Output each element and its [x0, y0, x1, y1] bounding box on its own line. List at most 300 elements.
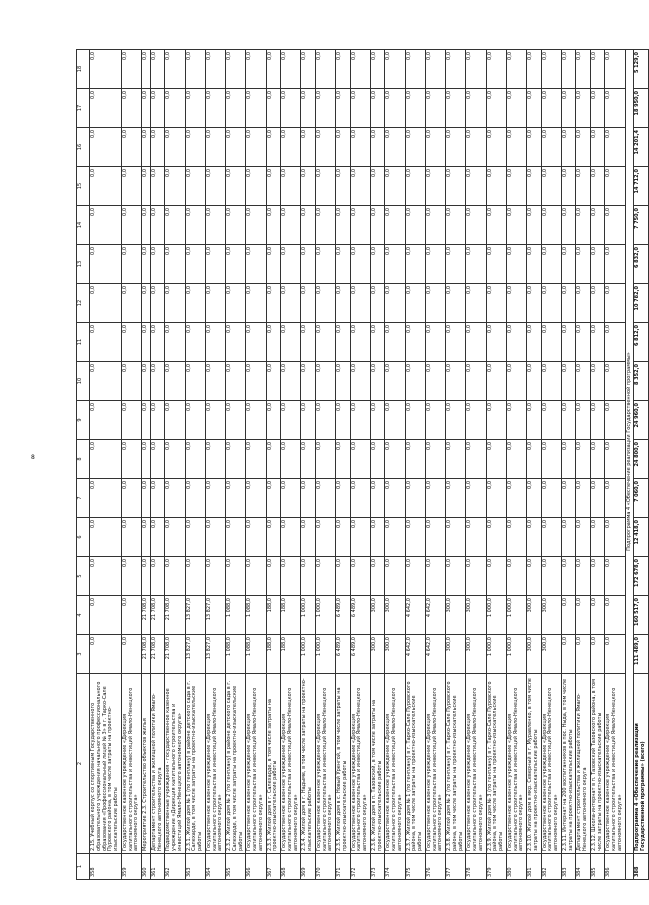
- value-cell: 1 088,0: [226, 596, 246, 635]
- column-number: 1: [77, 854, 90, 880]
- value-cell: 300,0: [370, 635, 385, 674]
- value-cell: 0,0: [576, 440, 591, 479]
- value-cell: 0,0: [446, 50, 466, 89]
- value-cell: 0,0: [590, 596, 605, 635]
- value-cell: 0,0: [301, 50, 316, 89]
- value-cell: 0,0: [405, 284, 425, 323]
- value-cell: 0,0: [150, 479, 165, 518]
- value-cell: 0,0: [541, 128, 561, 167]
- value-cell: 0,0: [576, 128, 591, 167]
- value-cell: 0,0: [576, 557, 591, 596]
- value-cell: 0,0: [425, 362, 445, 401]
- value-cell: 0,0: [185, 401, 205, 440]
- value-cell: 0,0: [150, 128, 165, 167]
- value-cell: 0,0: [315, 401, 335, 440]
- total-value-cell: 6 812,0: [634, 323, 649, 362]
- value-cell: 0,0: [446, 89, 466, 128]
- value-cell: 0,0: [370, 284, 385, 323]
- value-cell: 0,0: [506, 479, 526, 518]
- column-number: 5: [77, 557, 90, 596]
- value-cell: 0,0: [121, 50, 141, 89]
- value-cell: 0,0: [385, 167, 405, 206]
- column-number: 9: [77, 401, 90, 440]
- value-cell: 0,0: [281, 440, 301, 479]
- value-cell: 0,0: [466, 518, 486, 557]
- value-cell: 0,0: [466, 128, 486, 167]
- row-name: Государственное казенное учреждение «Дирекция капитального строительства и инвестиций Ямало-Ненецкого автономного округа»: [246, 674, 266, 854]
- value-cell: 0,0: [590, 245, 605, 284]
- total-value-cell: 172 678,0: [634, 557, 649, 596]
- value-cell: 0,0: [527, 167, 542, 206]
- table-row: [425, 50, 445, 880]
- column-number: 6: [77, 518, 90, 557]
- row-name: 2.3.8. Жилой дом № 2 (по генплану) в г. Тарко-Сале Пуровского района, в том числе затраты на проектно-изыскательские работы: [446, 674, 466, 854]
- total-value-cell: 111 489,0: [634, 635, 649, 674]
- column-number: 10: [77, 362, 90, 401]
- value-cell: 0,0: [541, 401, 561, 440]
- value-cell: 0,0: [466, 440, 486, 479]
- value-cell: 0,0: [405, 89, 425, 128]
- column-number-row: [77, 50, 90, 880]
- value-cell: 0,0: [205, 89, 225, 128]
- value-cell: 0,0: [590, 89, 605, 128]
- value-cell: 0,0: [486, 245, 506, 284]
- value-cell: 0,0: [370, 128, 385, 167]
- value-cell: 0,0: [336, 557, 351, 596]
- value-cell: 0,0: [266, 557, 281, 596]
- value-cell: 0,0: [385, 50, 405, 89]
- value-cell: 21 708,0: [142, 596, 151, 635]
- value-cell: 0,0: [527, 284, 542, 323]
- column-number: 15: [77, 167, 90, 206]
- value-cell: 0,0: [281, 128, 301, 167]
- value-cell: 0,0: [121, 635, 141, 674]
- value-cell: 0,0: [527, 401, 542, 440]
- value-cell: 0,0: [527, 362, 542, 401]
- value-cell: 0,0: [142, 401, 151, 440]
- table-row: [385, 50, 405, 880]
- value-cell: 0,0: [142, 557, 151, 596]
- total-row: [634, 50, 649, 880]
- value-cell: 0,0: [561, 635, 576, 674]
- value-cell: 0,0: [226, 323, 246, 362]
- value-cell: 0,0: [385, 323, 405, 362]
- row-number: 359: [121, 854, 141, 880]
- value-cell: 0,0: [336, 167, 351, 206]
- value-cell: 0,0: [541, 50, 561, 89]
- value-cell: 0,0: [226, 128, 246, 167]
- value-cell: 0,0: [226, 50, 246, 89]
- value-cell: 0,0: [590, 362, 605, 401]
- value-cell: 0,0: [385, 362, 405, 401]
- value-cell: 0,0: [506, 362, 526, 401]
- value-cell: 0,0: [142, 50, 151, 89]
- column-number: 4: [77, 596, 90, 635]
- value-cell: 0,0: [350, 128, 370, 167]
- value-cell: 0,0: [205, 323, 225, 362]
- value-cell: 0,0: [446, 362, 466, 401]
- value-cell: 0,0: [561, 206, 576, 245]
- value-cell: 0,0: [246, 128, 266, 167]
- value-cell: 0,0: [370, 89, 385, 128]
- value-cell: 0,0: [350, 284, 370, 323]
- table-row: [446, 50, 466, 880]
- value-cell: 0,0: [425, 128, 445, 167]
- total-value-cell: 24 960,0: [634, 401, 649, 440]
- value-cell: 0,0: [370, 479, 385, 518]
- value-cell: 0,0: [281, 557, 301, 596]
- value-cell: 0,0: [165, 50, 185, 89]
- value-cell: 300,0: [541, 596, 561, 635]
- value-cell: 0,0: [561, 362, 576, 401]
- value-cell: 0,0: [506, 518, 526, 557]
- value-cell: 0,0: [405, 479, 425, 518]
- value-cell: 0,0: [142, 89, 151, 128]
- value-cell: 0,0: [226, 440, 246, 479]
- value-cell: 0,0: [142, 206, 151, 245]
- row-name: 2.3.3. Жилой дом в г. Салехарде, в том числе затраты на проектно-изыскательские работы: [266, 674, 281, 854]
- value-cell: 0,0: [90, 89, 122, 128]
- value-cell: 0,0: [425, 245, 445, 284]
- value-cell: 0,0: [205, 557, 225, 596]
- row-number: 364: [205, 854, 225, 880]
- value-cell: 0,0: [385, 518, 405, 557]
- value-cell: 0,0: [486, 284, 506, 323]
- row-number: 365: [226, 854, 246, 880]
- table-row: [266, 50, 281, 880]
- row-name: 2.3.12. Школа-интернат в п. Тазовский Тазовского района, в том числе затраты на проектно-изыскательские работы: [590, 674, 605, 854]
- row-number: 385: [590, 854, 605, 880]
- column-number: 13: [77, 245, 90, 284]
- row-number: 372: [350, 854, 370, 880]
- value-cell: 0,0: [405, 440, 425, 479]
- value-cell: 0,0: [90, 518, 122, 557]
- value-cell: 0,0: [446, 167, 466, 206]
- row-number: 384: [576, 854, 591, 880]
- value-cell: 0,0: [150, 518, 165, 557]
- value-cell: 0,0: [246, 50, 266, 89]
- value-cell: 0,0: [266, 323, 281, 362]
- value-cell: 0,0: [205, 167, 225, 206]
- rotated-page: [76, 50, 646, 880]
- value-cell: 0,0: [590, 401, 605, 440]
- value-cell: 0,0: [281, 323, 301, 362]
- value-cell: 0,0: [281, 401, 301, 440]
- total-value-cell: 6 832,0: [634, 245, 649, 284]
- table-row: [466, 50, 486, 880]
- value-cell: 0,0: [590, 50, 605, 89]
- row-name: 2.3.7. Жилой дом № 1 (по генплану) в г. Тарко-Сале Пуровского района, в том числе затраты на проектно-изыскательские работы: [405, 674, 425, 854]
- value-cell: 0,0: [350, 440, 370, 479]
- value-cell: 0,0: [336, 50, 351, 89]
- value-cell: 0,0: [301, 518, 316, 557]
- value-cell: 0,0: [541, 440, 561, 479]
- value-cell: 1 000,0: [301, 596, 316, 635]
- value-cell: 0,0: [121, 440, 141, 479]
- row-number: 377: [446, 854, 466, 880]
- value-cell: 0,0: [165, 167, 185, 206]
- table-row: [561, 50, 576, 880]
- value-cell: 0,0: [150, 50, 165, 89]
- row-number: 369: [301, 854, 316, 880]
- value-cell: 0,0: [486, 206, 506, 245]
- value-cell: 0,0: [590, 167, 605, 206]
- value-cell: 0,0: [246, 245, 266, 284]
- value-cell: 0,0: [425, 206, 445, 245]
- value-cell: 0,0: [425, 284, 445, 323]
- value-cell: 0,0: [336, 479, 351, 518]
- value-cell: 0,0: [541, 284, 561, 323]
- value-cell: 0,0: [165, 362, 185, 401]
- value-cell: 0,0: [590, 206, 605, 245]
- value-cell: 0,0: [185, 362, 205, 401]
- column-number: 11: [77, 323, 90, 362]
- value-cell: 0,0: [350, 89, 370, 128]
- value-cell: 0,0: [185, 518, 205, 557]
- row-number: 383: [561, 854, 576, 880]
- value-cell: 0,0: [246, 323, 266, 362]
- value-cell: 0,0: [185, 323, 205, 362]
- value-cell: 0,0: [336, 323, 351, 362]
- column-number: 7: [77, 479, 90, 518]
- value-cell: 0,0: [90, 50, 122, 89]
- value-cell: 1 088,0: [246, 596, 266, 635]
- value-cell: 0,0: [185, 50, 205, 89]
- value-cell: 0,0: [370, 557, 385, 596]
- value-cell: 0,0: [165, 206, 185, 245]
- value-cell: 0,0: [336, 401, 351, 440]
- table-row: [121, 50, 141, 880]
- value-cell: 0,0: [466, 323, 486, 362]
- value-cell: 0,0: [315, 440, 335, 479]
- value-cell: 0,0: [446, 245, 466, 284]
- value-cell: 0,0: [446, 440, 466, 479]
- value-cell: 0,0: [185, 440, 205, 479]
- table-row: [370, 50, 385, 880]
- value-cell: 188,0: [281, 635, 301, 674]
- value-cell: 0,0: [281, 518, 301, 557]
- value-cell: 0,0: [605, 401, 625, 440]
- value-cell: 0,0: [150, 167, 165, 206]
- value-cell: 0,0: [350, 362, 370, 401]
- value-cell: 0,0: [486, 323, 506, 362]
- value-cell: 0,0: [301, 89, 316, 128]
- table-row: [90, 50, 122, 880]
- value-cell: 0,0: [281, 167, 301, 206]
- value-cell: 0,0: [90, 440, 122, 479]
- value-cell: 0,0: [541, 323, 561, 362]
- value-cell: 0,0: [336, 89, 351, 128]
- total-value-cell: 12 418,0: [634, 518, 649, 557]
- total-value-cell: 14 201,4: [634, 128, 649, 167]
- row-name: Государственное казенное учреждение «Дирекция капитального строительства и инвестиций Ямало-Ненецкого автономного округа»: [541, 674, 561, 854]
- value-cell: 0,0: [527, 206, 542, 245]
- row-number: 363: [185, 854, 205, 880]
- value-cell: 0,0: [605, 635, 625, 674]
- value-cell: 6 489,0: [350, 596, 370, 635]
- value-cell: 0,0: [142, 362, 151, 401]
- value-cell: 0,0: [405, 167, 425, 206]
- value-cell: 300,0: [527, 635, 542, 674]
- value-cell: 0,0: [486, 89, 506, 128]
- value-cell: 0,0: [425, 518, 445, 557]
- value-cell: 13 827,0: [205, 596, 225, 635]
- value-cell: 0,0: [541, 479, 561, 518]
- value-cell: 0,0: [466, 89, 486, 128]
- value-cell: 0,0: [466, 50, 486, 89]
- row-name: 2.3.10. Жилой дом в мкр. Северный в г. Муравленко, в том числе затраты на проектно-изыскательские работы: [527, 674, 542, 854]
- value-cell: 0,0: [301, 206, 316, 245]
- value-cell: 0,0: [486, 128, 506, 167]
- value-cell: 0,0: [281, 362, 301, 401]
- value-cell: 0,0: [385, 479, 405, 518]
- value-cell: 0,0: [301, 440, 316, 479]
- value-cell: 0,0: [486, 440, 506, 479]
- value-cell: 0,0: [527, 89, 542, 128]
- value-cell: 0,0: [246, 518, 266, 557]
- value-cell: 0,0: [446, 479, 466, 518]
- value-cell: 1 088,0: [246, 635, 266, 674]
- value-cell: 0,0: [370, 50, 385, 89]
- value-cell: 0,0: [226, 89, 246, 128]
- row-number: 379: [486, 854, 506, 880]
- value-cell: 0,0: [541, 206, 561, 245]
- table-row: [301, 50, 316, 880]
- value-cell: 0,0: [425, 479, 445, 518]
- value-cell: 0,0: [590, 479, 605, 518]
- value-cell: 0,0: [281, 89, 301, 128]
- value-cell: 0,0: [576, 245, 591, 284]
- value-cell: 0,0: [466, 362, 486, 401]
- row-number: 362: [165, 854, 185, 880]
- row-number: 376: [425, 854, 445, 880]
- row-number: 366: [246, 854, 266, 880]
- value-cell: 0,0: [486, 50, 506, 89]
- value-cell: 0,0: [561, 323, 576, 362]
- value-cell: 0,0: [576, 401, 591, 440]
- row-name: Государственное казенное учреждение «Дирекция капитального строительства и инвестиций Ямало-Ненецкого автономного округа»: [350, 674, 370, 854]
- value-cell: 0,0: [185, 245, 205, 284]
- row-number: 386: [605, 854, 625, 880]
- value-cell: 0,0: [301, 479, 316, 518]
- value-cell: 0,0: [506, 50, 526, 89]
- table-row: [205, 50, 225, 880]
- value-cell: 0,0: [466, 245, 486, 284]
- value-cell: 300,0: [446, 596, 466, 635]
- value-cell: 0,0: [527, 557, 542, 596]
- value-cell: 0,0: [527, 479, 542, 518]
- value-cell: 0,0: [90, 167, 122, 206]
- value-cell: 0,0: [576, 167, 591, 206]
- value-cell: 0,0: [281, 479, 301, 518]
- value-cell: 0,0: [506, 167, 526, 206]
- value-cell: 0,0: [385, 89, 405, 128]
- value-cell: 0,0: [486, 518, 506, 557]
- value-cell: 0,0: [121, 596, 141, 635]
- value-cell: 0,0: [527, 50, 542, 89]
- value-cell: 0,0: [486, 557, 506, 596]
- value-cell: 0,0: [466, 557, 486, 596]
- row-name: Государственное казенное учреждение «Дирекция капитального строительства и инвестиций Ямало-Ненецкого автономного округа»: [425, 674, 445, 854]
- row-name: 2.3.1. Жилой дом № 1 (по генплану) в районе детского сада в г. Салехарде, в том числе затраты на проектно-изыскательские работы: [185, 674, 205, 854]
- value-cell: 0,0: [350, 323, 370, 362]
- value-cell: 0,0: [527, 518, 542, 557]
- value-cell: 0,0: [425, 557, 445, 596]
- value-cell: 0,0: [142, 479, 151, 518]
- value-cell: 0,0: [486, 362, 506, 401]
- value-cell: 0,0: [590, 557, 605, 596]
- value-cell: 1 088,0: [226, 635, 246, 674]
- value-cell: 0,0: [121, 401, 141, 440]
- value-cell: 0,0: [405, 557, 425, 596]
- row-number: 368: [281, 854, 301, 880]
- row-number: 360: [142, 854, 151, 880]
- value-cell: 0,0: [576, 89, 591, 128]
- value-cell: 0,0: [425, 89, 445, 128]
- value-cell: 0,0: [165, 128, 185, 167]
- value-cell: 13 827,0: [185, 635, 205, 674]
- table-row: [185, 50, 205, 880]
- table-row: [281, 50, 301, 880]
- value-cell: 0,0: [150, 245, 165, 284]
- value-cell: 0,0: [90, 128, 122, 167]
- value-cell: 0,0: [315, 284, 335, 323]
- value-cell: 0,0: [185, 167, 205, 206]
- value-cell: 0,0: [561, 557, 576, 596]
- value-cell: 0,0: [301, 362, 316, 401]
- value-cell: 0,0: [266, 284, 281, 323]
- value-cell: 0,0: [425, 440, 445, 479]
- value-cell: 0,0: [165, 323, 185, 362]
- value-cell: 0,0: [425, 401, 445, 440]
- value-cell: 0,0: [185, 557, 205, 596]
- value-cell: 0,0: [576, 596, 591, 635]
- total-value-cell: 7 750,0: [634, 206, 649, 245]
- value-cell: 0,0: [315, 557, 335, 596]
- value-cell: 0,0: [590, 518, 605, 557]
- value-cell: 21 708,0: [150, 596, 165, 635]
- value-cell: 0,0: [385, 401, 405, 440]
- value-cell: 0,0: [266, 401, 281, 440]
- value-cell: 0,0: [301, 128, 316, 167]
- value-cell: 0,0: [527, 245, 542, 284]
- value-cell: 0,0: [446, 557, 466, 596]
- value-cell: 0,0: [90, 596, 122, 635]
- value-cell: 0,0: [446, 284, 466, 323]
- table-row: [541, 50, 561, 880]
- total-value-cell: 24 800,0: [634, 440, 649, 479]
- value-cell: 0,0: [226, 284, 246, 323]
- value-cell: 0,0: [590, 128, 605, 167]
- value-cell: 0,0: [121, 206, 141, 245]
- value-cell: 0,0: [121, 479, 141, 518]
- value-cell: 300,0: [370, 596, 385, 635]
- total-value-cell: 10 782,0: [634, 284, 649, 323]
- value-cell: 0,0: [301, 323, 316, 362]
- table-row: [142, 50, 151, 880]
- value-cell: 0,0: [205, 50, 225, 89]
- value-cell: 0,0: [205, 479, 225, 518]
- value-cell: 0,0: [301, 284, 316, 323]
- row-number: 358: [90, 854, 122, 880]
- total-value-cell: 14 712,0: [634, 167, 649, 206]
- value-cell: 0,0: [315, 206, 335, 245]
- value-cell: 4 642,0: [425, 596, 445, 635]
- row-number: 374: [385, 854, 405, 880]
- value-cell: 0,0: [385, 128, 405, 167]
- value-cell: 0,0: [281, 284, 301, 323]
- value-cell: 0,0: [165, 440, 185, 479]
